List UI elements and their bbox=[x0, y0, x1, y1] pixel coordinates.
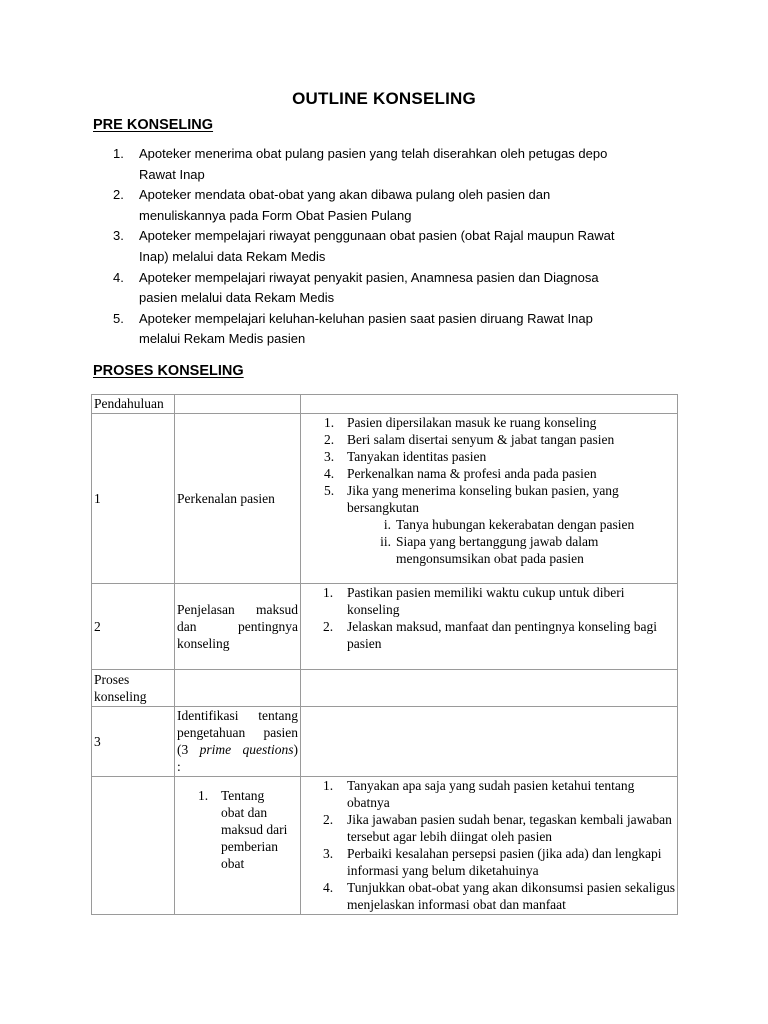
cell-line: Identifikasi tentang bbox=[177, 708, 298, 723]
list-item: 5. Apoteker mempelajari keluhan-keluhan pasien saat pasien diruang Rawat Inap melalui Rekam Medis pasien bbox=[113, 310, 593, 347]
step-list bbox=[303, 777, 675, 913]
list-item: 2. Jelaskan maksud, manfaat dan pentingnya konseling bagi pasien bbox=[323, 619, 658, 651]
list-item: 1. Pastikan pasien memiliki waktu cukup untuk diberi konseling bbox=[323, 585, 625, 617]
step-list bbox=[303, 414, 675, 516]
table-row bbox=[92, 670, 678, 707]
topic-item: 1. Tentang obat dan maksud dari pemberian obat bbox=[198, 788, 288, 871]
cell-line: : bbox=[177, 759, 181, 774]
table-cell bbox=[175, 707, 301, 777]
table-cell bbox=[301, 395, 678, 414]
table-row bbox=[92, 395, 678, 414]
cell-line: dan pentingnya bbox=[177, 619, 298, 634]
table-cell bbox=[301, 584, 678, 670]
list-item: 2. Beri salam disertai senyum & jabat tangan pasien bbox=[324, 432, 615, 447]
list-item: 3. Perbaiki kesalahan persepsi pasien (jika ada) dan lengkapi informasi yang belum diketahuinya bbox=[323, 846, 662, 878]
table-row bbox=[92, 414, 678, 584]
table-cell: 2 bbox=[92, 584, 175, 670]
table-row bbox=[92, 584, 678, 670]
list-item: 1. Pasien dipersilakan masuk ke ruang konseling bbox=[324, 415, 597, 430]
table-cell: Proses konseling bbox=[92, 670, 175, 707]
table-cell bbox=[301, 777, 678, 915]
list-item: 1. Tanyakan apa saja yang sudah pasien ketahui tentang obatnya bbox=[323, 778, 635, 810]
list-item: 4. Perkenalkan nama & profesi anda pada pasien bbox=[324, 466, 597, 481]
table-row bbox=[92, 777, 678, 915]
step-list bbox=[303, 584, 675, 652]
table-cell bbox=[175, 670, 301, 707]
list-item: 4. Apoteker mempelajari riwayat penyakit pasien, Anamnesa pasien dan Diagnosa pasien melalui data Rekam Medis bbox=[113, 269, 599, 306]
list-item: 4. Tunjukkan obat-obat yang akan dikonsumsi pasien sekaligus menjelaskan informasi obat dan manfaat bbox=[323, 880, 675, 912]
table-cell bbox=[175, 584, 301, 670]
list-item: 2. Apoteker mendata obat-obat yang akan dibawa pulang oleh pasien dan menuliskannya pada Form Obat Pasien Pulang bbox=[113, 187, 551, 223]
cell-line: konseling bbox=[177, 636, 230, 651]
table-cell: Pendahuluan bbox=[92, 395, 175, 414]
table-cell bbox=[175, 395, 301, 414]
substep-list bbox=[303, 516, 675, 567]
table-cell bbox=[92, 777, 175, 915]
list-item: 1. Apoteker menerima obat pulang pasien yang telah diserahkan oleh petugas depo Rawat Inap bbox=[113, 146, 608, 182]
proses-konseling-heading: PROSES KONSELING bbox=[93, 363, 244, 379]
table-cell bbox=[175, 777, 301, 915]
table-cell bbox=[301, 414, 678, 584]
pre-konseling-list bbox=[93, 144, 683, 350]
proses-konseling-table bbox=[91, 394, 678, 915]
table-cell: 3 bbox=[92, 707, 175, 777]
cell-line: (3 prime questions) bbox=[177, 742, 298, 757]
document-title: OUTLINE KONSELING bbox=[292, 89, 476, 108]
list-item: 2. Jika jawaban pasien sudah benar, tegaskan kembali jawaban tersebut agar lebih diingat oleh pasien bbox=[323, 812, 672, 844]
list-item: 5. Jika yang menerima konseling bukan pasien, yang bersangkutan bbox=[324, 483, 619, 515]
table-cell bbox=[301, 707, 678, 777]
list-item: 3. Tanyakan identitas pasien bbox=[324, 449, 487, 464]
cell-line: pengetahuan pasien bbox=[177, 725, 298, 740]
list-item: i. Tanya hubungan kekerabatan dengan pasien bbox=[383, 517, 635, 532]
list-item: 3. Apoteker mempelajari riwayat penggunaan obat pasien (obat Rajal maupun Rawat Inap) melalui data Rekam Medis bbox=[113, 228, 615, 264]
list-item: ii. Siapa yang bertanggung jawab dalam mengonsumsikan obat pada pasien bbox=[380, 534, 599, 566]
table-cell: 1 bbox=[92, 414, 175, 584]
pre-konseling-heading: PRE KONSELING bbox=[93, 117, 214, 133]
cell-line: Penjelasan maksud bbox=[177, 602, 298, 617]
table-cell: Perkenalan pasien bbox=[175, 414, 301, 584]
table-cell bbox=[301, 670, 678, 707]
table-row bbox=[92, 707, 678, 777]
